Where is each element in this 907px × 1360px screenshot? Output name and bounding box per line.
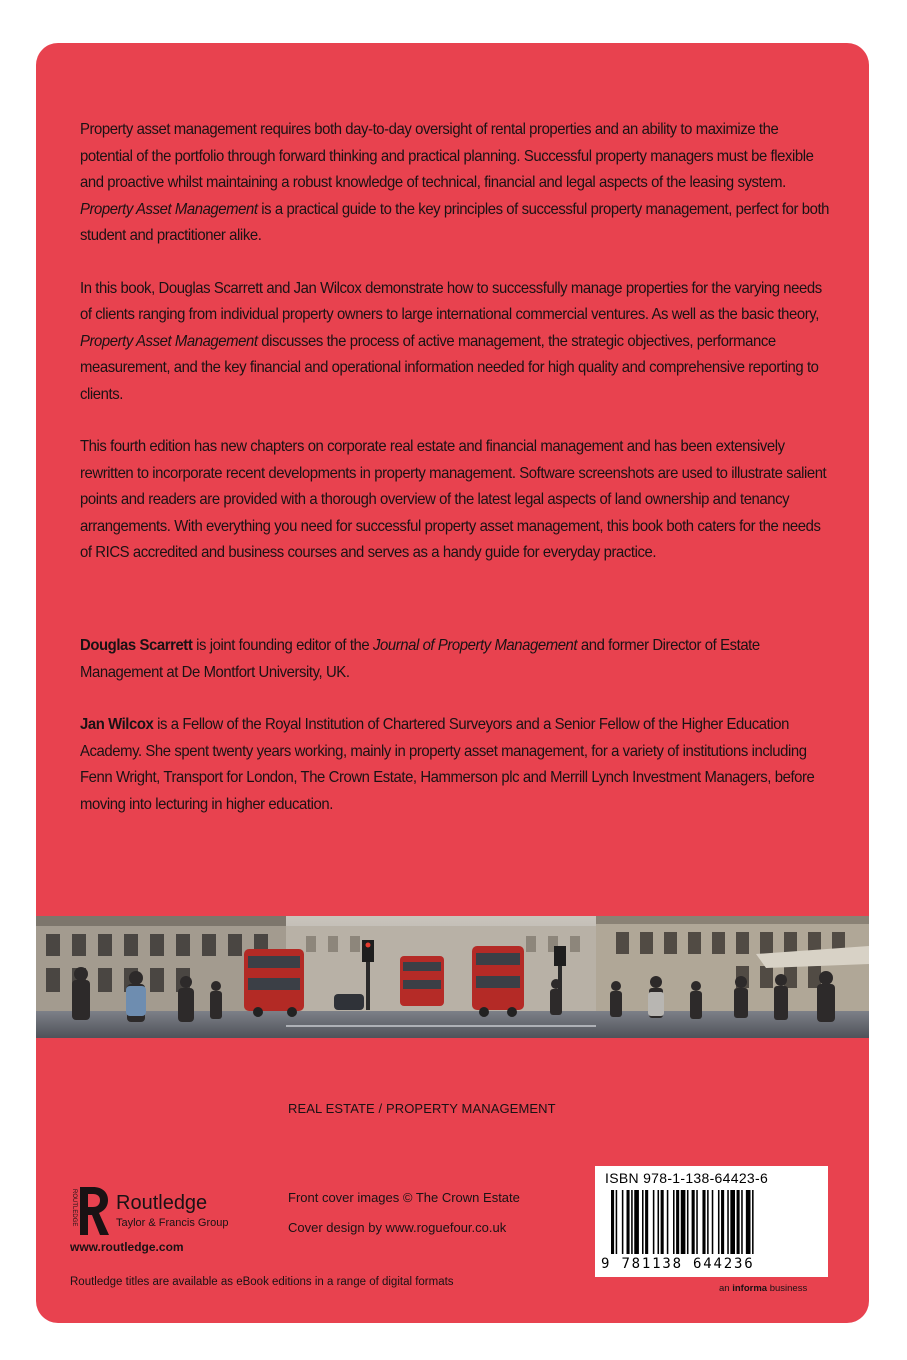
author-name: Douglas Scarrett <box>80 637 193 654</box>
barcode-digits: 9 781138 644236 <box>601 1256 755 1272</box>
barcode-bar <box>692 1190 695 1254</box>
barcode-bar <box>627 1190 630 1254</box>
informa-tagline: an informa business <box>719 1283 808 1294</box>
barcode-bar <box>622 1190 624 1254</box>
street-photo-strip <box>36 916 869 1038</box>
barcode-bar <box>611 1190 614 1254</box>
journal-title: Journal of Property Management <box>372 637 578 654</box>
ebook-note: Routledge titles are available as eBook editions in a range of digital formats <box>70 1276 454 1288</box>
isbn-label: ISBN 978-1-138-64423-6 <box>605 1170 769 1186</box>
cover-credits <box>288 1183 520 1243</box>
barcode-bar <box>737 1190 740 1254</box>
barcode-bar <box>634 1190 639 1254</box>
barcode-bar <box>746 1190 751 1254</box>
book-title-italic: Property Asset Management <box>80 200 258 218</box>
barcode-bar <box>681 1190 686 1254</box>
red-bus-right <box>472 946 524 1017</box>
blurb-paragraph-1: Property asset management requires both day-to-day oversight of rental properties and an ability to maximize the potential of the portfolio through forward thinking and practical planning. Successful property managers must be flexible and proactive whilst maintaining a robust knowledge of technical, financial and legal aspects of the leasing system. Property Asset Management is a practical guide to the key principles of successful property management, perfect for both student and practitioner alike. <box>80 121 830 244</box>
barcode-bar <box>673 1190 675 1254</box>
back-cover <box>36 43 869 1323</box>
book-title-italic: Property Asset Management <box>80 332 258 350</box>
barcode-bar <box>696 1190 698 1254</box>
barcode-bar <box>718 1190 720 1254</box>
london-street-illustration <box>36 916 869 1038</box>
barcode-bar <box>631 1190 633 1254</box>
barcode-bar <box>616 1190 618 1254</box>
author-bio-wilcox: Jan Wilcox is a Fellow of the Royal Institution of Chartered Surveyors and a Senior Fellow of the Higher Education Academy. She spent twenty years working, mainly in property asset management, for a variety of institutions including Fenn Wright, Transport for London, The Crown Estate, Hammerson plc and Merrill Lynch Investment Managers, before moving into lecturing in higher education. <box>80 716 815 813</box>
barcode-bar <box>658 1190 660 1254</box>
barcode-bar <box>741 1190 743 1254</box>
routledge-logo <box>66 1183 266 1243</box>
barcode-bar <box>707 1190 709 1254</box>
design-credit: Cover design by www.roguefour.co.uk <box>288 1220 507 1235</box>
publisher-website[interactable]: www.routledge.com <box>70 1240 184 1254</box>
routledge-r-icon <box>66 1183 266 1243</box>
blurb-paragraph-2: In this book, Douglas Scarrett and Jan Wilcox demonstrate how to successfully manage properties for the varying needs of clients ranging from individual property owners to large international commercial ventures. As well as the basic theory, Property Asset Management discusses the process of active management, the strategic objectives, performance measurement, and the key financial and operational information needed for high quality and comprehensive reporting to clients. <box>80 279 822 403</box>
barcode-bar <box>676 1190 679 1254</box>
barcode-bar <box>661 1190 664 1254</box>
barcode-bar <box>642 1190 644 1254</box>
author-name: Jan Wilcox <box>80 716 154 733</box>
barcode-bar <box>702 1190 705 1254</box>
informa-brand: informa <box>732 1283 768 1294</box>
barcode-bar <box>752 1190 754 1254</box>
svg-text:ROUTLEDGE: ROUTLEDGE <box>71 1189 77 1227</box>
barcode-panel <box>595 1166 828 1277</box>
image-credit: Front cover images © The Crown Estate <box>288 1190 520 1205</box>
barcode-bar <box>721 1190 724 1254</box>
red-bus-middle <box>400 956 444 1006</box>
barcode-bar <box>667 1190 669 1254</box>
category-label: REAL ESTATE / PROPERTY MANAGEMENT <box>288 1101 556 1116</box>
barcode-bar <box>727 1190 729 1254</box>
publisher-name: Routledge <box>116 1192 208 1214</box>
blurb-paragraph-3: This fourth edition has new chapters on corporate real estate and financial management and has been extensively rewritten to incorporate recent developments in property management. Software screenshots are used to illustrate salient points and readers are provided with a thorough overview of the latest legal aspects of land ownership and tenancy arrangements. With everything you need for successful property asset management, this book both caters for the needs of RICS accredited and business courses and serves as a handy guide for everyday practice. <box>80 438 827 561</box>
barcode-bar <box>712 1190 714 1254</box>
barcode-bar <box>653 1190 655 1254</box>
author-bio-scarrett: Douglas Scarrett is joint founding editor of the Journal of Property Management and former Director of Estate Management at De Montfort University, UK. <box>80 637 760 681</box>
barcode-bar <box>645 1190 648 1254</box>
author-bios <box>80 633 831 844</box>
publisher-group: Taylor & Francis Group <box>116 1217 229 1229</box>
blurb <box>80 117 830 593</box>
barcode-bar <box>687 1190 689 1254</box>
red-bus-left <box>244 949 304 1017</box>
barcode-bar <box>730 1190 735 1254</box>
